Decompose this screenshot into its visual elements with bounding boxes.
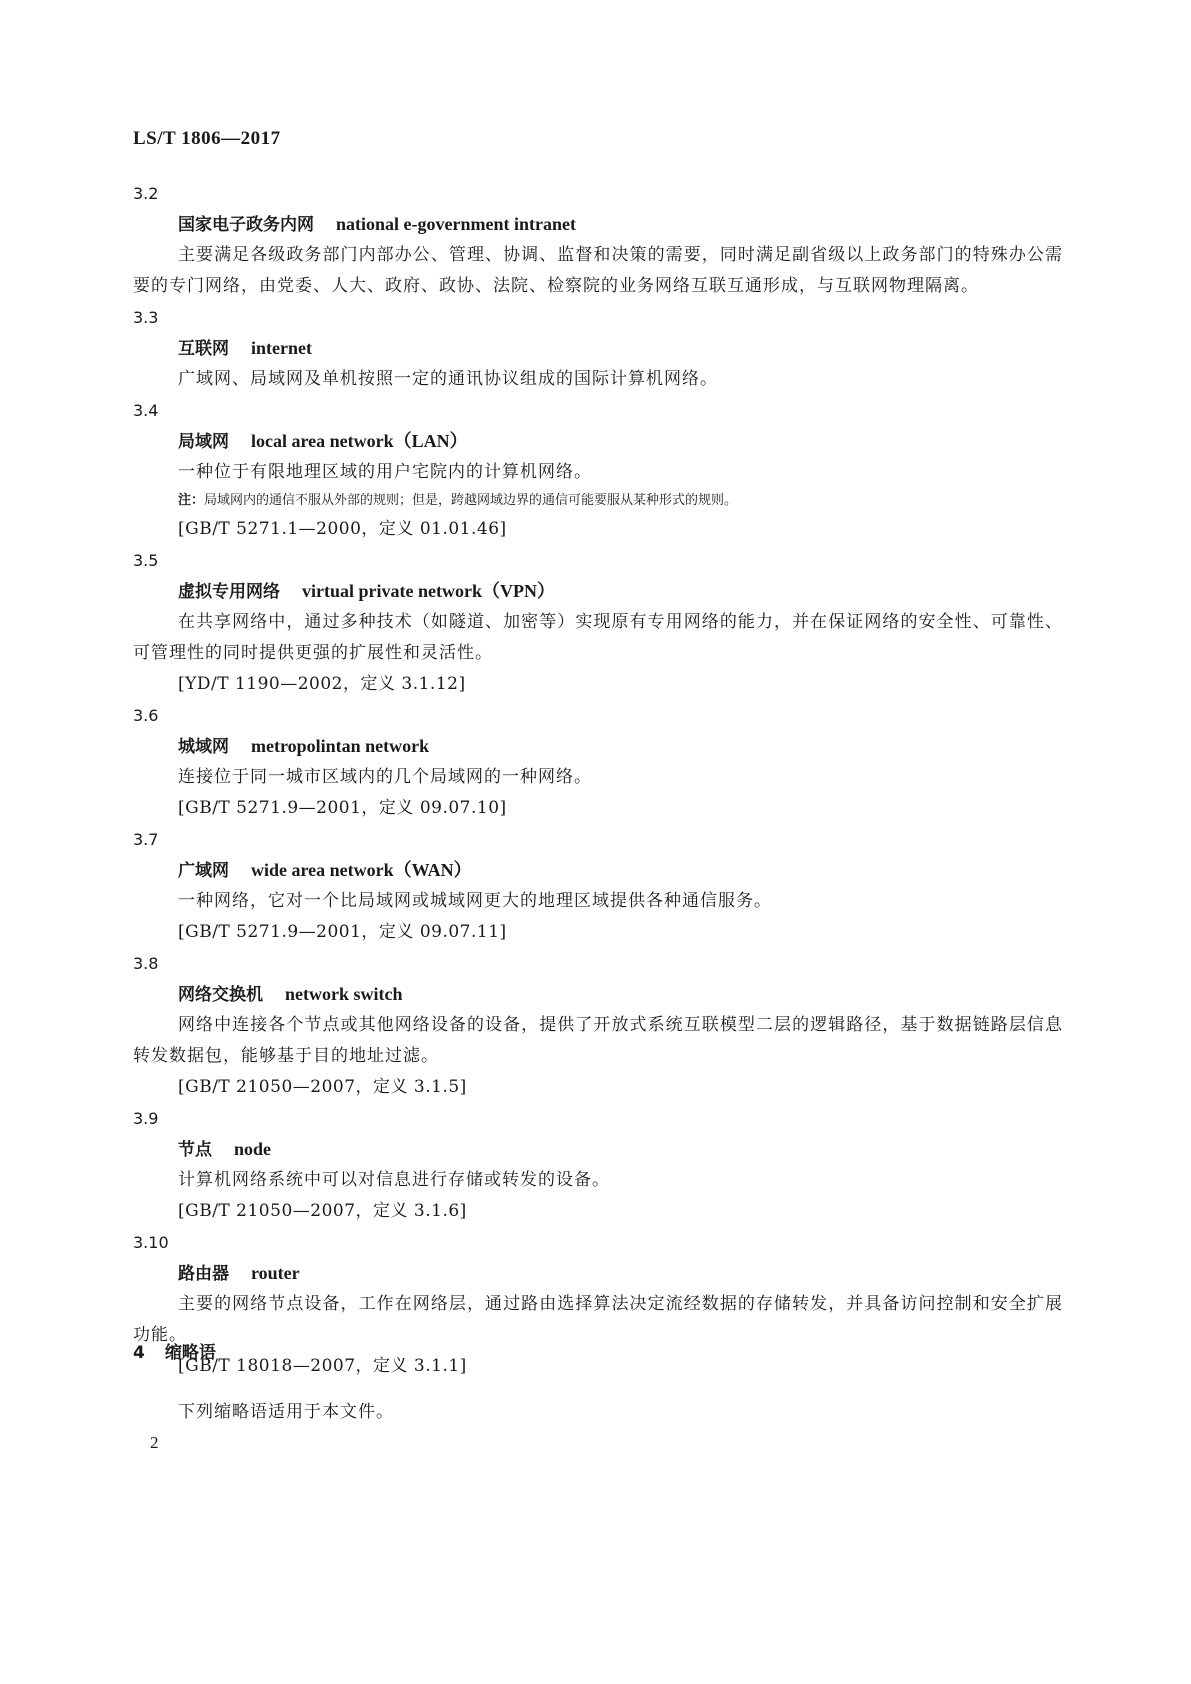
term-number: 3.2 — [133, 184, 159, 203]
term-definition: 一种网络，它对一个比局域网或城域网更大的地理区域提供各种通信服务。 — [178, 891, 772, 911]
term-name — [133, 209, 1063, 240]
term-number: 3.8 — [133, 954, 159, 973]
term-definition: 广域网、局域网及单机按照一定的通讯协议组成的国际计算机网络。 — [178, 369, 718, 389]
term-name-en: router — [251, 1263, 300, 1283]
term-name-en: internet — [251, 338, 312, 358]
term-number: 3.4 — [133, 401, 159, 420]
term-source: [GB/T 21050—2007，定义 3.1.5] — [178, 1077, 467, 1097]
term-number: 3.3 — [133, 308, 159, 327]
term-entry — [133, 700, 1063, 824]
note-label: 注： — [178, 493, 205, 508]
term-entry — [133, 824, 1063, 948]
term-entry — [133, 545, 1063, 700]
term-name-zh: 路由器 — [178, 1264, 229, 1284]
term-source: [GB/T 21050—2007，定义 3.1.6] — [178, 1201, 467, 1221]
term-name — [133, 426, 1063, 457]
term-name — [133, 855, 1063, 886]
term-number: 3.7 — [133, 830, 159, 849]
term-definition: 主要满足各级政务部门内部办公、管理、协调、监督和决策的需要，同时满足副省级以上政务部门的特殊办公需要的专门网络，由党委、人大、政府、政协、法院、检察院的业务网络互联互通形成，与互联网物理隔离。 — [133, 245, 1063, 296]
term-number: 3.5 — [133, 551, 159, 570]
standard-header: LS/T 1806—2017 — [133, 128, 281, 149]
term-note — [133, 488, 1063, 514]
term-name — [133, 1258, 1063, 1289]
term-name-en: local area network（LAN） — [251, 431, 468, 451]
section-4-intro: 下列缩略语适用于本文件。 — [178, 1402, 394, 1422]
term-name — [133, 1134, 1063, 1165]
term-name-en: metropolintan network — [251, 736, 430, 756]
term-definition: 网络中连接各个节点或其他网络设备的设备，提供了开放式系统互联模型二层的逻辑路径，基于数据链路层信息转发数据包，能够基于目的地址过滤。 — [133, 1015, 1063, 1066]
term-name-zh: 虚拟专用网络 — [178, 582, 280, 602]
term-entry — [133, 1227, 1063, 1382]
term-name — [133, 576, 1063, 607]
term-entry — [133, 1103, 1063, 1227]
term-name-en: national e-government intranet — [336, 214, 576, 234]
term-name-en: network switch — [285, 984, 403, 1004]
term-name-en: node — [234, 1139, 272, 1159]
section-title: 缩略语 — [164, 1343, 216, 1363]
terms-list — [133, 178, 1063, 1382]
term-name-zh: 网络交换机 — [178, 985, 263, 1005]
term-name-zh: 节点 — [178, 1140, 212, 1160]
term-entry — [133, 395, 1063, 545]
page-number: 2 — [150, 1433, 159, 1452]
term-source: [YD/T 1190—2002，定义 3.1.12] — [178, 674, 466, 694]
term-definition: 在共享网络中，通过多种技术（如隧道、加密等）实现原有专用网络的能力，并在保证网络的安全性、可靠性、可管理性的同时提供更强的扩展性和灵活性。 — [133, 612, 1063, 663]
term-name-zh: 局域网 — [178, 432, 229, 452]
term-entry — [133, 948, 1063, 1103]
term-name-en: wide area network（WAN） — [251, 860, 472, 880]
term-name-zh: 国家电子政务内网 — [178, 215, 314, 235]
term-number: 3.9 — [133, 1109, 159, 1128]
term-definition: 一种位于有限地理区域的用户宅院内的计算机网络。 — [178, 462, 592, 482]
term-name-en: virtual private network（VPN） — [302, 581, 555, 601]
term-entry — [133, 302, 1063, 395]
term-number: 3.6 — [133, 706, 159, 725]
term-source: [GB/T 5271.9—2001，定义 09.07.10] — [178, 798, 507, 818]
term-name-zh: 城域网 — [178, 737, 229, 757]
term-name — [133, 731, 1063, 762]
term-source: [GB/T 18018—2007，定义 3.1.1] — [178, 1356, 467, 1376]
note-text: 局域网内的通信不服从外部的规则；但是，跨越网域边界的通信可能要服从某种形式的规则。 — [204, 493, 738, 508]
term-definition: 计算机网络系统中可以对信息进行存储或转发的设备。 — [178, 1170, 610, 1190]
term-source: [GB/T 5271.1—2000，定义 01.01.46] — [178, 519, 507, 539]
term-name-zh: 广域网 — [178, 861, 229, 881]
term-number: 3.10 — [133, 1233, 169, 1252]
section-number: 4 — [133, 1343, 145, 1363]
term-name — [133, 979, 1063, 1010]
term-entry — [133, 178, 1063, 302]
term-definition: 连接位于同一城市区域内的几个局域网的一种网络。 — [178, 767, 592, 787]
term-definition: 主要的网络节点设备，工作在网络层，通过路由选择算法决定流经数据的存储转发，并具备访问控制和安全扩展功能。 — [133, 1294, 1063, 1345]
term-source: [GB/T 5271.9—2001，定义 09.07.11] — [178, 922, 507, 942]
term-name — [133, 333, 1063, 364]
term-name-zh: 互联网 — [178, 339, 229, 359]
section-4-heading — [133, 1338, 216, 1368]
